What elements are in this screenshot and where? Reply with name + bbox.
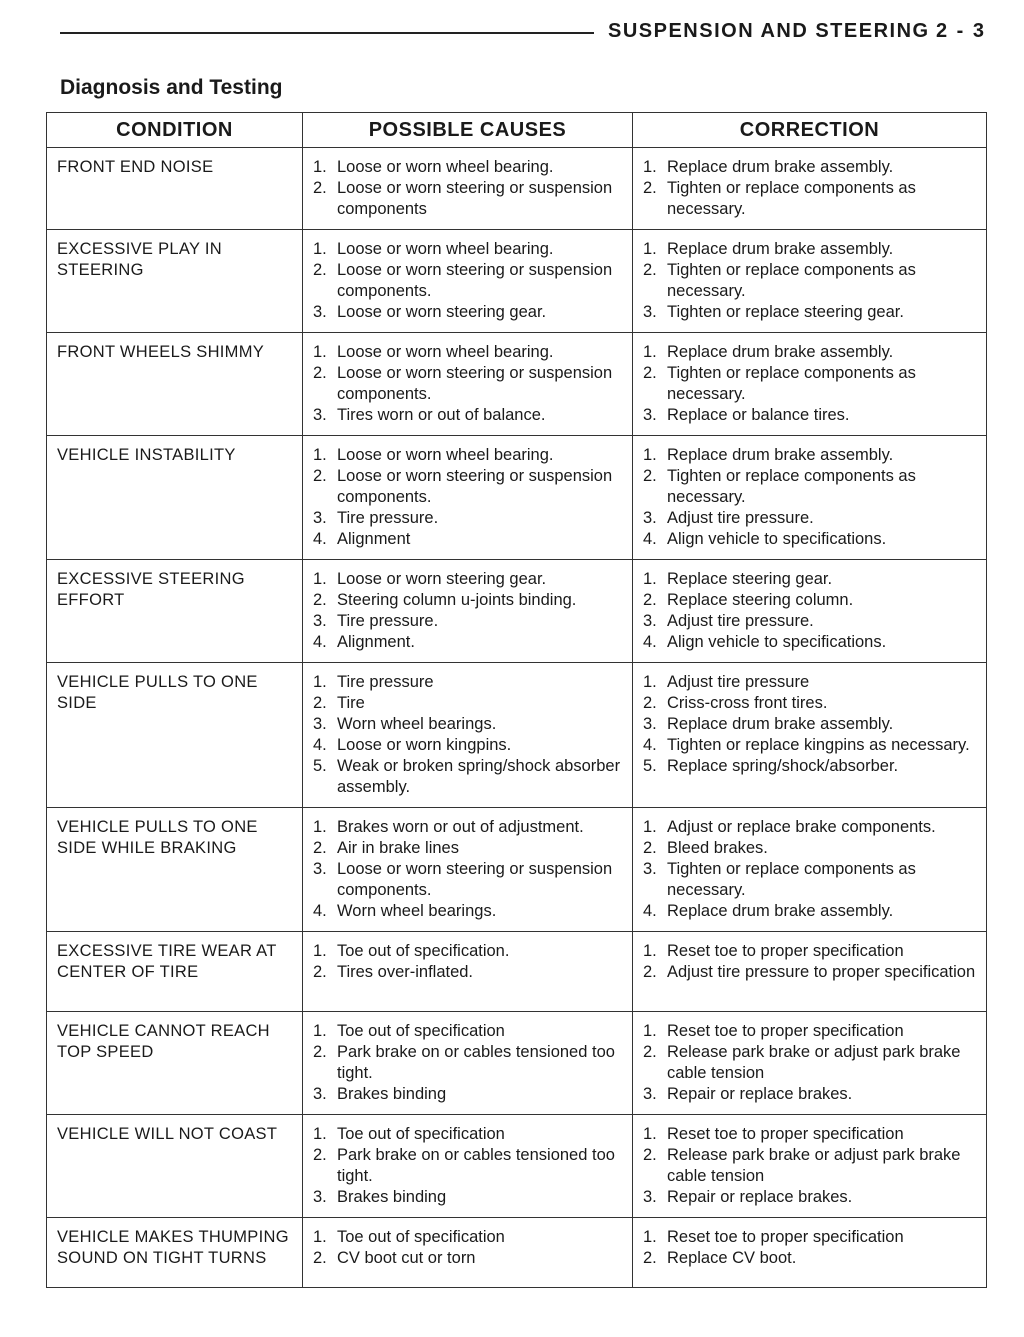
item-number: 1.	[643, 1125, 657, 1143]
condition-cell: FRONT END NOISE	[47, 148, 303, 230]
cause-item	[313, 445, 626, 466]
header-title: SUSPENSION AND STEERING	[608, 20, 930, 42]
item-text: Tire pressure.	[337, 612, 439, 630]
item-number: 2.	[643, 179, 657, 197]
item-text: Park brake on or cables tensioned too tight.	[337, 1043, 615, 1082]
item-text: Replace drum brake assembly.	[667, 240, 894, 258]
item-number: 2.	[313, 839, 327, 857]
item-text: Reset toe to proper specification	[667, 1022, 904, 1040]
item-number: 2.	[643, 839, 657, 857]
item-text: Replace CV boot.	[667, 1249, 797, 1267]
item-number: 5.	[643, 757, 657, 775]
item-text: Tires over-inflated.	[337, 963, 474, 981]
causes-cell	[303, 333, 633, 436]
correction-item	[643, 445, 980, 466]
causes-list	[313, 445, 626, 550]
item-number: 3.	[313, 1085, 327, 1103]
correction-item	[643, 941, 980, 962]
cause-item	[313, 714, 626, 735]
item-text: Reset toe to proper specification	[667, 942, 904, 960]
item-number: 1.	[313, 673, 327, 691]
table-row	[47, 663, 987, 808]
item-number: 1.	[313, 1022, 327, 1040]
item-text: Adjust tire pressure to proper specification	[667, 963, 976, 981]
item-number: 2.	[643, 261, 657, 279]
corrections-cell	[633, 333, 987, 436]
item-text: Loose or worn wheel bearing.	[337, 240, 554, 258]
page-number: 2 - 3	[935, 20, 986, 42]
causes-cell	[303, 1012, 633, 1115]
corrections-list	[643, 1124, 980, 1208]
item-number: 3.	[643, 715, 657, 733]
causes-list	[313, 1124, 626, 1208]
correction-item	[643, 756, 980, 777]
correction-item	[643, 817, 980, 838]
correction-item	[643, 1187, 980, 1208]
cause-item	[313, 157, 626, 178]
correction-item	[643, 672, 980, 693]
table-header-row	[47, 113, 987, 148]
corrections-list	[643, 445, 980, 550]
item-number: 2.	[313, 963, 327, 981]
cause-item	[313, 260, 626, 302]
corrections-cell	[633, 560, 987, 663]
cause-item	[313, 962, 626, 983]
item-text: Park brake on or cables tensioned too tight.	[337, 1146, 615, 1185]
corrections-list	[643, 1227, 980, 1269]
table-row	[47, 1218, 987, 1288]
cause-item	[313, 1145, 626, 1187]
table-row	[47, 560, 987, 663]
item-number: 3.	[643, 1188, 657, 1206]
item-number: 1.	[313, 1125, 327, 1143]
item-number: 1.	[313, 818, 327, 836]
section-title: Diagnosis and Testing	[60, 76, 283, 99]
item-text: Loose or worn steering gear.	[337, 303, 547, 321]
item-number: 1.	[643, 240, 657, 258]
item-number: 2.	[643, 1043, 657, 1061]
item-number: 3.	[313, 1188, 327, 1206]
item-number: 2.	[643, 1249, 657, 1267]
table-row	[47, 230, 987, 333]
item-text: Tighten or replace kingpins as necessary.	[667, 736, 970, 754]
item-text: Brakes worn or out of adjustment.	[337, 818, 584, 836]
item-text: Release park brake or adjust park brake cable tension	[667, 1043, 961, 1082]
cause-item	[313, 405, 626, 426]
item-text: Weak or broken spring/shock absorber assembly.	[337, 757, 621, 796]
condition-cell: VEHICLE WILL NOT COAST	[47, 1115, 303, 1218]
item-text: Tires worn or out of balance.	[337, 406, 546, 424]
cause-item	[313, 1084, 626, 1105]
item-text: Tire pressure	[337, 673, 434, 691]
item-number: 3.	[313, 612, 327, 630]
item-number: 2.	[313, 591, 327, 609]
item-number: 3.	[313, 406, 327, 424]
item-number: 3.	[643, 509, 657, 527]
item-text: Criss-cross front tires.	[667, 694, 828, 712]
item-number: 4.	[643, 902, 657, 920]
cause-item	[313, 1187, 626, 1208]
cause-item	[313, 239, 626, 260]
item-text: Toe out of specification	[337, 1125, 505, 1143]
causes-cell	[303, 148, 633, 230]
cause-item	[313, 611, 626, 632]
corrections-cell	[633, 436, 987, 560]
item-number: 3.	[313, 303, 327, 321]
item-number: 4.	[313, 736, 327, 754]
item-number: 2.	[313, 261, 327, 279]
correction-item	[643, 178, 980, 220]
condition-cell: VEHICLE CANNOT REACH TOP SPEED	[47, 1012, 303, 1115]
item-text: Replace drum brake assembly.	[667, 446, 894, 464]
correction-item	[643, 1021, 980, 1042]
item-number: 2.	[643, 364, 657, 382]
item-text: Reset toe to proper specification	[667, 1125, 904, 1143]
column-header-correction: CORRECTION	[633, 113, 987, 148]
item-number: 2.	[313, 1146, 327, 1164]
causes-cell	[303, 663, 633, 808]
item-text: Alignment.	[337, 633, 415, 651]
correction-item	[643, 405, 980, 426]
corrections-list	[643, 569, 980, 653]
item-number: 3.	[643, 303, 657, 321]
item-text: CV boot cut or torn	[337, 1249, 476, 1267]
cause-item	[313, 756, 626, 798]
item-text: Repair or replace brakes.	[667, 1085, 853, 1103]
item-text: Align vehicle to specifications.	[667, 530, 887, 548]
item-text: Adjust tire pressure.	[667, 612, 814, 630]
correction-item	[643, 260, 980, 302]
item-text: Tighten or replace components as necessary.	[667, 261, 916, 300]
correction-item	[643, 239, 980, 260]
correction-item	[643, 1084, 980, 1105]
correction-item	[643, 1042, 980, 1084]
item-number: 1.	[313, 570, 327, 588]
item-number: 3.	[643, 860, 657, 878]
item-text: Loose or worn steering gear.	[337, 570, 547, 588]
cause-item	[313, 1124, 626, 1145]
item-number: 1.	[313, 158, 327, 176]
condition-cell: VEHICLE PULLS TO ONE SIDE	[47, 663, 303, 808]
item-text: Tighten or replace components as necessary.	[667, 179, 916, 218]
correction-item	[643, 466, 980, 508]
cause-item	[313, 1248, 626, 1269]
corrections-cell	[633, 230, 987, 333]
cause-item	[313, 817, 626, 838]
item-number: 2.	[643, 694, 657, 712]
condition-cell: EXCESSIVE TIRE WEAR AT CENTER OF TIRE	[47, 932, 303, 1012]
correction-item	[643, 611, 980, 632]
corrections-list	[643, 817, 980, 922]
corrections-cell	[633, 663, 987, 808]
item-number: 4.	[313, 633, 327, 651]
item-number: 3.	[643, 406, 657, 424]
cause-item	[313, 1021, 626, 1042]
item-text: Tighten or replace steering gear.	[667, 303, 904, 321]
item-text: Steering column u-joints binding.	[337, 591, 577, 609]
condition-cell: EXCESSIVE STEERING EFFORT	[47, 560, 303, 663]
item-number: 1.	[643, 343, 657, 361]
item-number: 1.	[643, 942, 657, 960]
cause-item	[313, 1227, 626, 1248]
item-number: 2.	[313, 467, 327, 485]
cause-item	[313, 672, 626, 693]
item-text: Worn wheel bearings.	[337, 715, 497, 733]
item-text: Bleed brakes.	[667, 839, 768, 857]
item-number: 1.	[643, 673, 657, 691]
item-text: Worn wheel bearings.	[337, 902, 497, 920]
correction-item	[643, 590, 980, 611]
corrections-cell	[633, 1012, 987, 1115]
item-number: 2.	[313, 694, 327, 712]
correction-item	[643, 901, 980, 922]
correction-item	[643, 735, 980, 756]
correction-item	[643, 1145, 980, 1187]
correction-item	[643, 363, 980, 405]
table-row	[47, 1115, 987, 1218]
item-text: Reset toe to proper specification	[667, 1228, 904, 1246]
cause-item	[313, 466, 626, 508]
item-number: 1.	[643, 570, 657, 588]
table-row	[47, 808, 987, 932]
cause-item	[313, 590, 626, 611]
item-number: 1.	[313, 343, 327, 361]
cause-item	[313, 1042, 626, 1084]
causes-cell	[303, 560, 633, 663]
item-text: Repair or replace brakes.	[667, 1188, 853, 1206]
item-text: Loose or worn steering or suspension components	[337, 179, 613, 218]
cause-item	[313, 693, 626, 714]
item-text: Tighten or replace components as necessary.	[667, 467, 916, 506]
item-number: 4.	[643, 633, 657, 651]
causes-list	[313, 342, 626, 426]
item-text: Replace or balance tires.	[667, 406, 850, 424]
corrections-list	[643, 157, 980, 220]
item-text: Align vehicle to specifications.	[667, 633, 887, 651]
item-text: Replace drum brake assembly.	[667, 158, 894, 176]
item-number: 2.	[313, 1249, 327, 1267]
item-text: Replace drum brake assembly.	[667, 343, 894, 361]
item-number: 1.	[313, 942, 327, 960]
item-text: Replace drum brake assembly.	[667, 902, 894, 920]
cause-item	[313, 178, 626, 220]
correction-item	[643, 962, 980, 983]
causes-cell	[303, 230, 633, 333]
corrections-cell	[633, 932, 987, 1012]
item-number: 3.	[643, 612, 657, 630]
item-text: Alignment	[337, 530, 411, 548]
causes-cell	[303, 436, 633, 560]
correction-item	[643, 157, 980, 178]
item-number: 1.	[643, 446, 657, 464]
causes-cell	[303, 808, 633, 932]
item-text: Replace steering column.	[667, 591, 854, 609]
correction-item	[643, 714, 980, 735]
item-number: 3.	[313, 715, 327, 733]
item-number: 2.	[313, 364, 327, 382]
correction-item	[643, 1248, 980, 1269]
cause-item	[313, 859, 626, 901]
condition-cell: EXCESSIVE PLAY IN STEERING	[47, 230, 303, 333]
cause-item	[313, 569, 626, 590]
item-text: Loose or worn wheel bearing.	[337, 446, 554, 464]
item-number: 1.	[313, 446, 327, 464]
item-text: Adjust tire pressure	[667, 673, 810, 691]
item-text: Replace spring/shock/absorber.	[667, 757, 899, 775]
causes-list	[313, 1021, 626, 1105]
item-number: 1.	[643, 1022, 657, 1040]
causes-cell	[303, 1218, 633, 1288]
item-number: 3.	[313, 509, 327, 527]
item-text: Tighten or replace components as necessary.	[667, 364, 916, 403]
causes-list	[313, 569, 626, 653]
condition-cell: VEHICLE MAKES THUMPING SOUND ON TIGHT TURNS	[47, 1218, 303, 1288]
cause-item	[313, 941, 626, 962]
corrections-list	[643, 672, 980, 777]
corrections-list	[643, 941, 980, 983]
item-text: Loose or worn steering or suspension components.	[337, 364, 613, 403]
item-text: Tire	[337, 694, 365, 712]
column-header-condition: CONDITION	[47, 113, 303, 148]
causes-list	[313, 817, 626, 922]
cause-item	[313, 302, 626, 323]
corrections-list	[643, 1021, 980, 1105]
correction-item	[643, 302, 980, 323]
causes-list	[313, 239, 626, 323]
item-text: Tighten or replace components as necessary.	[667, 860, 916, 899]
corrections-cell	[633, 148, 987, 230]
item-number: 4.	[313, 902, 327, 920]
item-text: Toe out of specification	[337, 1228, 505, 1246]
item-number: 2.	[643, 467, 657, 485]
table-row	[47, 436, 987, 560]
table-row	[47, 932, 987, 1012]
corrections-cell	[633, 1218, 987, 1288]
condition-cell: VEHICLE PULLS TO ONE SIDE WHILE BRAKING	[47, 808, 303, 932]
item-text: Loose or worn wheel bearing.	[337, 158, 554, 176]
table-row	[47, 333, 987, 436]
cause-item	[313, 901, 626, 922]
item-number: 5.	[313, 757, 327, 775]
correction-item	[643, 342, 980, 363]
item-number: 4.	[643, 530, 657, 548]
causes-list	[313, 157, 626, 220]
item-number: 2.	[313, 1043, 327, 1061]
item-number: 2.	[643, 591, 657, 609]
item-text: Release park brake or adjust park brake cable tension	[667, 1146, 961, 1185]
correction-item	[643, 1227, 980, 1248]
item-number: 3.	[643, 1085, 657, 1103]
correction-item	[643, 693, 980, 714]
causes-cell	[303, 1115, 633, 1218]
corrections-list	[643, 239, 980, 323]
item-text: Loose or worn steering or suspension components.	[337, 467, 613, 506]
item-text: Tire pressure.	[337, 509, 439, 527]
item-text: Loose or worn steering or suspension components.	[337, 860, 613, 899]
cause-item	[313, 838, 626, 859]
page-header	[60, 18, 986, 48]
item-text: Toe out of specification	[337, 1022, 505, 1040]
item-text: Loose or worn steering or suspension components.	[337, 261, 613, 300]
cause-item	[313, 363, 626, 405]
cause-item	[313, 342, 626, 363]
item-text: Adjust tire pressure.	[667, 509, 814, 527]
item-number: 1.	[643, 1228, 657, 1246]
diagnosis-table	[46, 112, 987, 1288]
item-number: 2.	[643, 1146, 657, 1164]
correction-item	[643, 508, 980, 529]
correction-item	[643, 859, 980, 901]
correction-item	[643, 529, 980, 550]
table-row	[47, 1012, 987, 1115]
corrections-list	[643, 342, 980, 426]
item-text: Toe out of specification.	[337, 942, 510, 960]
corrections-cell	[633, 1115, 987, 1218]
correction-item	[643, 569, 980, 590]
item-text: Air in brake lines	[337, 839, 459, 857]
item-number: 1.	[643, 818, 657, 836]
item-number: 2.	[313, 179, 327, 197]
cause-item	[313, 508, 626, 529]
table-body	[47, 148, 987, 1288]
cause-item	[313, 529, 626, 550]
item-text: Adjust or replace brake components.	[667, 818, 936, 836]
cause-item	[313, 735, 626, 756]
item-number: 1.	[313, 1228, 327, 1246]
condition-cell: FRONT WHEELS SHIMMY	[47, 333, 303, 436]
item-text: Brakes binding	[337, 1188, 447, 1206]
correction-item	[643, 838, 980, 859]
item-text: Loose or worn wheel bearing.	[337, 343, 554, 361]
causes-cell	[303, 932, 633, 1012]
correction-item	[643, 632, 980, 653]
item-number: 1.	[313, 240, 327, 258]
column-header-possible-causes: POSSIBLE CAUSES	[303, 113, 633, 148]
cause-item	[313, 632, 626, 653]
item-number: 2.	[643, 963, 657, 981]
item-text: Loose or worn kingpins.	[337, 736, 512, 754]
causes-list	[313, 1227, 626, 1269]
causes-list	[313, 941, 626, 983]
item-text: Brakes binding	[337, 1085, 447, 1103]
corrections-cell	[633, 808, 987, 932]
table-row	[47, 148, 987, 230]
header-rule	[60, 32, 594, 34]
condition-cell: VEHICLE INSTABILITY	[47, 436, 303, 560]
item-number: 1.	[643, 158, 657, 176]
item-text: Replace drum brake assembly.	[667, 715, 894, 733]
item-number: 4.	[643, 736, 657, 754]
correction-item	[643, 1124, 980, 1145]
item-number: 4.	[313, 530, 327, 548]
item-number: 3.	[313, 860, 327, 878]
item-text: Replace steering gear.	[667, 570, 833, 588]
causes-list	[313, 672, 626, 798]
